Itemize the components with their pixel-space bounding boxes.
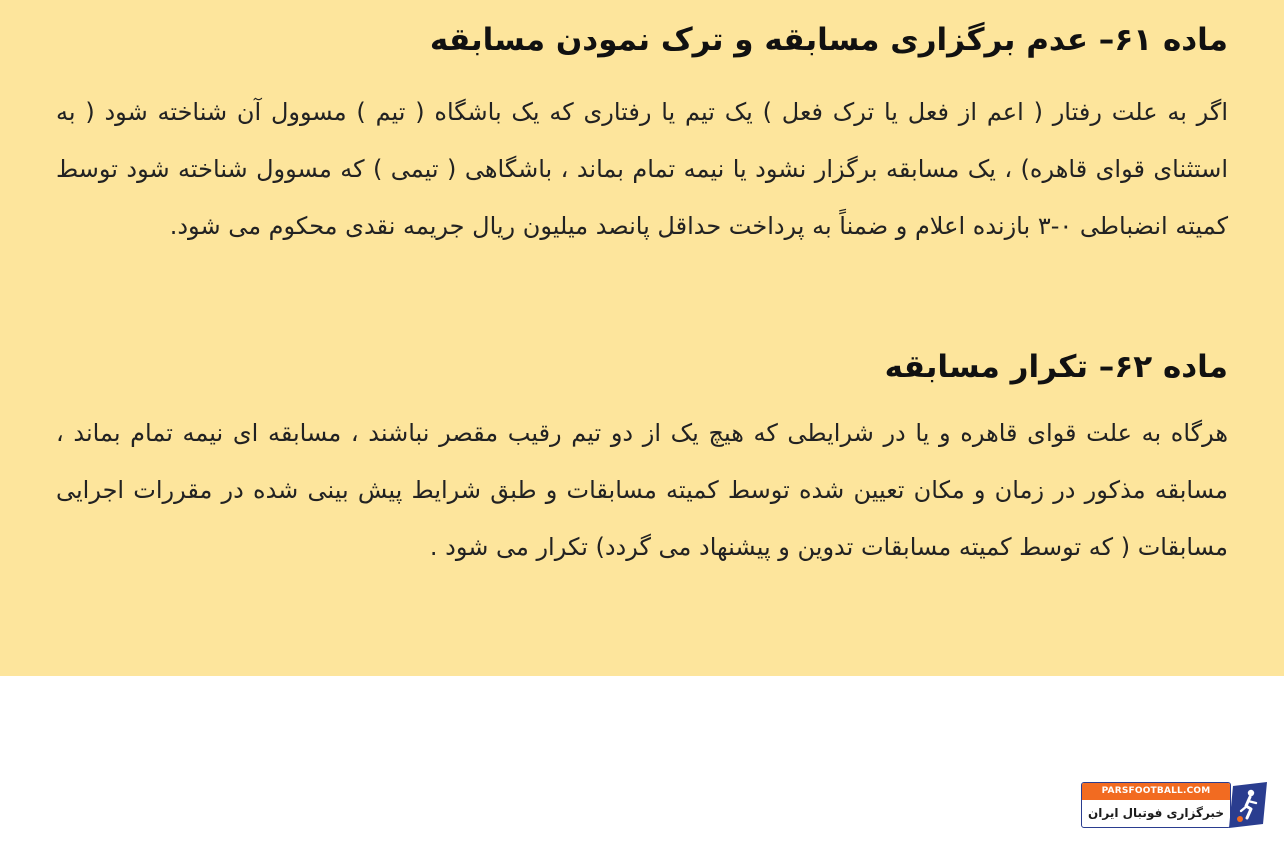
watermark-card xyxy=(1081,782,1231,828)
parsfootball-watermark xyxy=(1081,782,1271,828)
watermark-site-name: PARSFOOTBALL.COM xyxy=(1082,783,1230,800)
article-62 xyxy=(56,341,1228,576)
article-61-title: ماده ۶۱– عدم برگزاری مسابقه و ترک نمودن مسابقه xyxy=(429,22,1228,58)
article-62-title: ماده ۶۲– تکرار مسابقه xyxy=(884,349,1228,385)
football-player-icon xyxy=(1227,782,1269,828)
article-62-body: هرگاه به علت قوای قاهره و یا در شرایطی که هیچ یک از دو تیم رقیب مقصر نباشند ، مسابقه ای نیمه تمام بماند ، مسابقه مذکور در زمان و مکان تعیین شده توسط کمیته مسابقات و طبق شرایط پیش بینی شده در مقررات اجرایی مسابقات ( که توسط کمیته مسابقات تدوین و پیشنهاد می گردد) تکرار می شود . xyxy=(56,419,1228,561)
article-61-body: اگر به علت رفتار ( اعم از فعل یا ترک فعل ) یک تیم یا رفتاری که یک باشگاه ( تیم ) مسوول آن شناخته شود ( به استثنای قوای قاهره) ، یک مسابقه برگزار نشود یا نیمه تمام بماند ، باشگاهی ( تیمی ) که مسوول شناخته شود توسط کمیته انضباطی ۰-۳ بازنده اعلام و ضمناً به پرداخت حداقل پانصد میلیون ریال جریمه نقدی محکوم می شود. xyxy=(56,98,1228,240)
article-61 xyxy=(56,14,1228,255)
watermark-tagline: خبرگزاری فوتبال ایران xyxy=(1088,806,1224,820)
